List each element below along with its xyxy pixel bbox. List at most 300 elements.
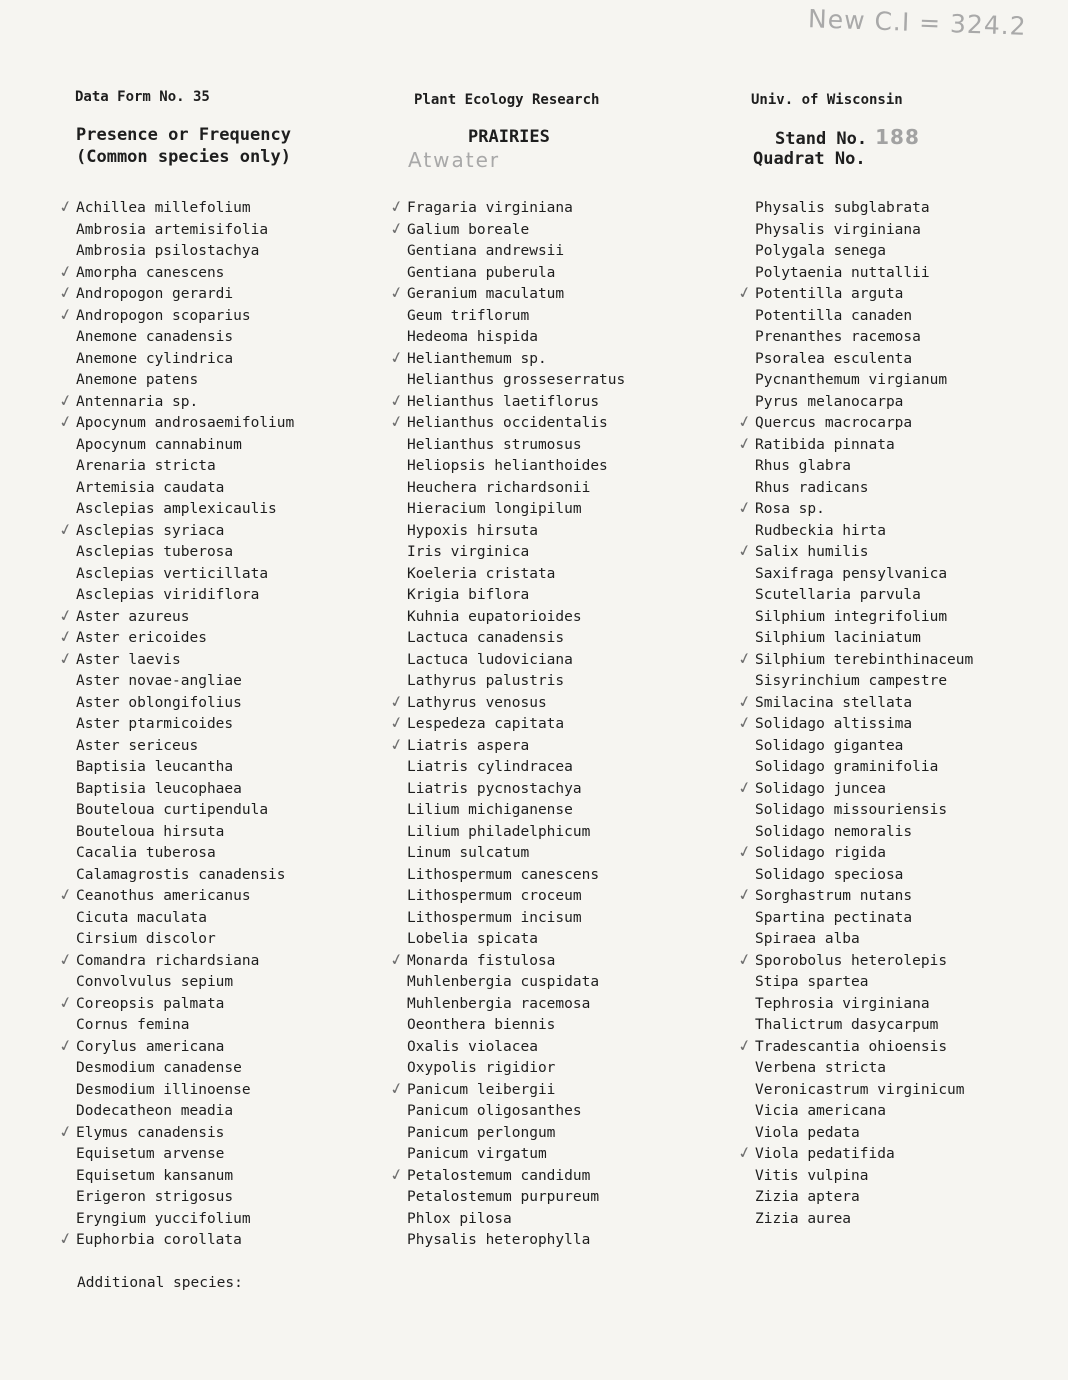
species-item bbox=[407, 263, 625, 285]
species-item bbox=[57, 303, 294, 328]
species-name: Muhlenbergia cuspidata bbox=[407, 974, 600, 990]
species-column-2 bbox=[388, 195, 626, 1252]
check-mark-icon: ✓ bbox=[57, 647, 75, 669]
species-item bbox=[407, 607, 625, 629]
species-name: Equisetum arvense bbox=[76, 1146, 225, 1162]
species-item bbox=[755, 456, 973, 478]
species-name: Physalis heterophylla bbox=[407, 1232, 591, 1248]
check-mark-icon: ✓ bbox=[57, 195, 75, 218]
species-name: Vicia americana bbox=[755, 1103, 886, 1119]
species-item bbox=[76, 499, 294, 521]
species-item bbox=[755, 1187, 973, 1209]
species-item bbox=[755, 198, 973, 220]
species-name: Oxalis violacea bbox=[407, 1038, 538, 1055]
species-name: Comandra richardsiana bbox=[76, 952, 260, 969]
species-item bbox=[76, 779, 294, 801]
check-mark-icon: ✓ bbox=[736, 647, 754, 669]
species-item bbox=[736, 776, 973, 801]
check-mark-icon: ✓ bbox=[736, 776, 754, 798]
species-name: Lathyrus palustris bbox=[407, 673, 565, 689]
check-mark-icon: ✓ bbox=[57, 604, 75, 626]
species-item bbox=[755, 822, 973, 844]
species-name: Convolvulus sepium bbox=[76, 974, 234, 990]
species-item bbox=[76, 241, 294, 263]
species-item bbox=[755, 327, 973, 349]
species-item bbox=[407, 306, 625, 328]
species-name: Oxypolis rigidior bbox=[407, 1060, 556, 1076]
species-name: Hieracium longipilum bbox=[407, 501, 582, 517]
species-name: Iris virginica bbox=[407, 544, 530, 560]
species-item bbox=[76, 1144, 294, 1166]
species-name: Bouteloua hirsuta bbox=[76, 823, 225, 840]
species-name: Asclepias verticillata bbox=[76, 565, 269, 582]
species-item bbox=[736, 496, 973, 521]
species-item bbox=[736, 410, 973, 435]
species-item bbox=[57, 604, 294, 629]
species-name: Solidago graminifolia bbox=[755, 759, 939, 775]
species-name: Solidago speciosa bbox=[755, 866, 904, 883]
species-item bbox=[76, 671, 294, 693]
check-mark-icon: ✓ bbox=[388, 690, 406, 712]
species-item bbox=[76, 1187, 294, 1209]
handwritten-stand-number: 188 bbox=[875, 125, 920, 149]
species-item bbox=[57, 883, 294, 908]
species-name: Saxifraga pensylvanica bbox=[755, 565, 948, 582]
species-item bbox=[755, 1209, 973, 1231]
species-item bbox=[57, 410, 295, 435]
species-item bbox=[755, 1101, 973, 1123]
species-item bbox=[407, 1123, 625, 1145]
species-item bbox=[76, 370, 294, 392]
check-mark-icon: ✓ bbox=[57, 1034, 75, 1056]
species-item bbox=[736, 1141, 973, 1166]
species-item bbox=[407, 1058, 625, 1080]
species-name: Lilium philadelphicum bbox=[407, 823, 591, 840]
species-item bbox=[407, 1015, 625, 1037]
species-column-3 bbox=[736, 198, 974, 1230]
species-name: Sorghastrum nutans bbox=[755, 888, 913, 904]
species-item bbox=[57, 948, 294, 973]
species-name: Heuchera richardsonii bbox=[407, 479, 591, 496]
additional-species-label: Additional species: bbox=[77, 1275, 243, 1291]
species-name: Aster sericeus bbox=[76, 737, 199, 754]
species-name: Bouteloua curtipendula bbox=[76, 802, 269, 818]
species-item bbox=[755, 263, 973, 285]
species-item bbox=[736, 539, 973, 564]
species-name: Lespedeza capitata bbox=[407, 716, 565, 732]
species-item bbox=[755, 392, 973, 414]
species-item bbox=[407, 542, 625, 564]
species-item bbox=[755, 757, 973, 779]
species-name: Solidago altissima bbox=[755, 716, 913, 732]
species-name: Zizia aurea bbox=[755, 1210, 852, 1227]
species-name: Potentilla canaden bbox=[755, 307, 913, 324]
species-item bbox=[407, 1209, 625, 1231]
species-name: Lilium michiganense bbox=[407, 802, 573, 818]
species-name: Aster oblongifolius bbox=[76, 694, 242, 711]
species-item bbox=[755, 736, 973, 758]
species-item bbox=[76, 1015, 294, 1037]
species-name: Asclepias amplexicaulis bbox=[76, 501, 277, 517]
species-name: Cirsium discolor bbox=[76, 931, 216, 947]
species-item bbox=[76, 585, 294, 607]
species-name: Amorpha canescens bbox=[76, 264, 225, 281]
species-item bbox=[407, 994, 625, 1016]
species-item bbox=[407, 650, 625, 672]
species-item bbox=[407, 822, 625, 844]
species-name: Helianthus occidentalis bbox=[407, 415, 608, 431]
species-name: Salix humilis bbox=[755, 544, 869, 560]
species-item bbox=[76, 908, 294, 930]
species-name: Ceanothus americanus bbox=[76, 888, 251, 904]
species-item bbox=[76, 1101, 294, 1123]
check-mark-icon: ✓ bbox=[388, 1163, 406, 1185]
species-name: Helianthus strumosus bbox=[407, 436, 582, 453]
species-item bbox=[755, 908, 973, 930]
species-name: Apocynum cannabinum bbox=[76, 436, 242, 453]
species-name: Solidago nemoralis bbox=[755, 823, 913, 840]
species-name: Quercus macrocarpa bbox=[755, 415, 913, 431]
species-item bbox=[755, 564, 973, 586]
species-item bbox=[388, 948, 625, 973]
species-name: Lobelia spicata bbox=[407, 931, 538, 947]
species-item bbox=[407, 800, 625, 822]
species-name: Cicuta maculata bbox=[76, 909, 207, 926]
species-item bbox=[755, 671, 973, 693]
species-item bbox=[755, 1058, 973, 1080]
species-name: Polytaenia nuttallii bbox=[755, 264, 930, 281]
species-name: Helianthus laetiflorus bbox=[407, 393, 600, 410]
species-name: Panicum virgatum bbox=[407, 1146, 547, 1162]
species-item bbox=[736, 647, 974, 672]
species-item bbox=[388, 217, 625, 242]
species-item bbox=[76, 714, 294, 736]
species-item bbox=[407, 628, 625, 650]
species-item bbox=[57, 1034, 294, 1059]
species-name: Ambrosia artemisifolia bbox=[76, 221, 269, 238]
check-mark-icon: ✓ bbox=[736, 1141, 754, 1164]
species-name: Spiraea alba bbox=[755, 931, 860, 947]
species-name: Physalis virginiana bbox=[755, 221, 921, 238]
species-item bbox=[76, 564, 294, 586]
species-name: Solidago juncea bbox=[755, 780, 886, 797]
species-item bbox=[388, 410, 625, 435]
species-item bbox=[407, 908, 625, 930]
check-mark-icon: ✓ bbox=[736, 883, 754, 906]
species-item bbox=[57, 1120, 294, 1145]
species-name: Asclepias viridiflora bbox=[76, 587, 260, 603]
species-item bbox=[407, 886, 625, 908]
species-name: Baptisia leucantha bbox=[76, 759, 234, 775]
species-name: Lactuca canadensis bbox=[407, 630, 565, 646]
species-item bbox=[755, 607, 973, 629]
species-name: Silphium integrifolium bbox=[755, 608, 948, 625]
check-mark-icon: ✓ bbox=[57, 303, 75, 325]
check-mark-icon: ✓ bbox=[736, 840, 754, 863]
species-name: Euphorbia corollata bbox=[76, 1232, 242, 1248]
check-mark-icon: ✓ bbox=[736, 690, 754, 712]
species-item bbox=[407, 585, 625, 607]
species-name: Cacalia tuberosa bbox=[76, 845, 216, 861]
species-name: Galium boreale bbox=[407, 221, 530, 238]
species-name: Cornus femina bbox=[76, 1017, 190, 1033]
check-mark-icon: ✓ bbox=[388, 389, 406, 411]
species-item bbox=[76, 456, 294, 478]
species-name: Pyrus melanocarpa bbox=[755, 393, 904, 410]
species-name: Krigia biflora bbox=[407, 587, 530, 603]
species-item bbox=[57, 281, 294, 306]
species-name: Lithospermum croceum bbox=[407, 888, 582, 904]
species-item bbox=[388, 281, 625, 306]
species-item bbox=[407, 1144, 625, 1166]
species-item bbox=[407, 972, 625, 994]
check-mark-icon: ✓ bbox=[736, 281, 754, 304]
species-item bbox=[755, 800, 973, 822]
species-name: Verbena stricta bbox=[755, 1060, 886, 1076]
species-item bbox=[407, 435, 625, 457]
species-item bbox=[76, 1166, 294, 1188]
check-mark-icon: ✓ bbox=[736, 410, 754, 433]
species-item bbox=[407, 843, 625, 865]
species-name: Panicum leibergii bbox=[407, 1081, 556, 1098]
species-name: Petalostemum candidum bbox=[407, 1167, 591, 1184]
species-item bbox=[57, 389, 294, 414]
species-name: Andropogon scoparius bbox=[76, 307, 251, 324]
species-name: Solidago missouriensis bbox=[755, 802, 948, 818]
species-name: Helianthus grosseserratus bbox=[407, 372, 626, 388]
species-item bbox=[755, 972, 973, 994]
species-name: Kuhnia eupatorioides bbox=[407, 608, 582, 625]
species-name: Phlox pilosa bbox=[407, 1210, 512, 1227]
species-item bbox=[736, 1034, 973, 1059]
species-item bbox=[755, 478, 973, 500]
species-name: Antennaria sp. bbox=[76, 393, 199, 410]
species-name: Eryngium yuccifolium bbox=[76, 1210, 251, 1227]
check-mark-icon: ✓ bbox=[736, 948, 754, 970]
species-name: Andropogon gerardi bbox=[76, 286, 234, 302]
species-name: Muhlenbergia racemosa bbox=[407, 995, 591, 1012]
species-name: Petalostemum purpureum bbox=[407, 1189, 600, 1205]
species-name: Erigeron strigosus bbox=[76, 1189, 234, 1205]
species-item bbox=[76, 865, 294, 887]
species-name: Liatris pycnostachya bbox=[407, 780, 582, 797]
species-name: Asclepias syriaca bbox=[76, 522, 225, 539]
species-item bbox=[755, 585, 973, 607]
species-name: Baptisia leucophaea bbox=[76, 780, 242, 797]
species-item bbox=[388, 1163, 625, 1188]
species-item bbox=[76, 929, 294, 951]
species-column-1 bbox=[57, 195, 295, 1252]
handwritten-ci-note: New C.I = 324.2 bbox=[807, 4, 1028, 41]
species-name: Solidago rigida bbox=[755, 845, 886, 861]
species-name: Elymus canadensis bbox=[76, 1124, 225, 1141]
species-item bbox=[755, 929, 973, 951]
species-item bbox=[76, 435, 294, 457]
species-name: Prenanthes racemosa bbox=[755, 329, 921, 345]
species-name: Panicum perlongum bbox=[407, 1124, 556, 1141]
species-name: Hypoxis hirsuta bbox=[407, 522, 538, 539]
heading-presence: Presence or Frequency bbox=[76, 125, 291, 145]
species-name: Smilacina stellata bbox=[755, 694, 913, 711]
species-name: Koeleria cristata bbox=[407, 565, 556, 582]
species-item bbox=[755, 994, 973, 1016]
species-name: Ambrosia psilostachya bbox=[76, 243, 260, 259]
species-name: Sporobolus heterolepis bbox=[755, 952, 948, 969]
species-name: Monarda fistulosa bbox=[407, 952, 556, 969]
species-item bbox=[76, 736, 294, 758]
species-name: Dodecatheon meadia bbox=[76, 1103, 234, 1119]
species-name: Tradescantia ohioensis bbox=[755, 1038, 948, 1055]
species-item bbox=[407, 456, 625, 478]
species-name: Rhus glabra bbox=[755, 458, 852, 474]
species-name: Aster azureus bbox=[76, 608, 190, 625]
check-mark-icon: ✓ bbox=[57, 281, 75, 304]
species-item bbox=[407, 779, 625, 801]
species-name: Physalis subglabrata bbox=[755, 200, 930, 216]
check-mark-icon: ✓ bbox=[57, 1227, 75, 1250]
species-item bbox=[755, 1015, 973, 1037]
species-name: Scutellaria parvula bbox=[755, 587, 921, 603]
species-name: Linum sulcatum bbox=[407, 845, 530, 861]
species-name: Silphium terebinthinaceum bbox=[755, 651, 974, 668]
species-item bbox=[76, 822, 294, 844]
species-item bbox=[755, 628, 973, 650]
species-name: Tephrosia virginiana bbox=[755, 995, 930, 1012]
species-item bbox=[57, 195, 294, 220]
species-item bbox=[736, 948, 973, 973]
species-name: Gentiana puberula bbox=[407, 264, 556, 281]
species-name: Geum triflorum bbox=[407, 307, 530, 324]
species-item bbox=[736, 432, 973, 457]
check-mark-icon: ✓ bbox=[388, 948, 406, 970]
quadrat-label: Quadrat No. bbox=[753, 149, 866, 169]
species-name: Lathyrus venosus bbox=[407, 694, 547, 711]
species-name: Achillea millefolium bbox=[76, 200, 251, 216]
species-item bbox=[755, 370, 973, 392]
species-item bbox=[76, 1058, 294, 1080]
species-name: Zizia aptera bbox=[755, 1189, 860, 1205]
species-item bbox=[76, 349, 294, 371]
species-item bbox=[407, 1230, 625, 1252]
species-name: Aster novae-angliae bbox=[76, 673, 242, 689]
species-name: Sisyrinchium campestre bbox=[755, 673, 948, 689]
species-name: Lithospermum incisum bbox=[407, 909, 582, 926]
species-name: Arenaria stricta bbox=[76, 458, 216, 474]
check-mark-icon: ✓ bbox=[57, 991, 75, 1013]
species-name: Liatris cylindracea bbox=[407, 759, 573, 775]
species-name: Solidago gigantea bbox=[755, 737, 904, 754]
species-name: Desmodium illinoense bbox=[76, 1081, 251, 1098]
species-name: Asclepias tuberosa bbox=[76, 544, 234, 560]
species-name: Psoralea esculenta bbox=[755, 350, 913, 367]
species-item bbox=[407, 478, 625, 500]
species-name: Potentilla arguta bbox=[755, 286, 904, 302]
species-item bbox=[407, 757, 625, 779]
species-item bbox=[76, 220, 294, 242]
check-mark-icon: ✓ bbox=[736, 711, 754, 734]
species-item bbox=[57, 647, 294, 672]
species-name: Fragaria virginiana bbox=[407, 200, 573, 216]
check-mark-icon: ✓ bbox=[57, 625, 75, 648]
species-item bbox=[388, 346, 625, 371]
check-mark-icon: ✓ bbox=[388, 711, 406, 734]
check-mark-icon: ✓ bbox=[736, 496, 754, 519]
species-item bbox=[76, 757, 294, 779]
species-name: Geranium maculatum bbox=[407, 286, 565, 302]
institute-title: Plant Ecology Research bbox=[414, 92, 600, 108]
check-mark-icon: ✓ bbox=[388, 410, 406, 433]
species-name: Aster laevis bbox=[76, 651, 181, 668]
species-item bbox=[755, 1123, 973, 1145]
species-item bbox=[407, 865, 625, 887]
species-item bbox=[755, 521, 973, 543]
species-item bbox=[407, 1101, 625, 1123]
species-item bbox=[76, 1209, 294, 1231]
check-mark-icon: ✓ bbox=[57, 410, 75, 433]
species-name: Anemone canadensis bbox=[76, 329, 234, 345]
species-name: Calamagrostis canadensis bbox=[76, 866, 286, 883]
species-item bbox=[736, 883, 973, 908]
species-name: Spartina pectinata bbox=[755, 909, 913, 926]
species-name: Rhus radicans bbox=[755, 479, 869, 496]
species-name: Liatris aspera bbox=[407, 737, 530, 754]
species-item bbox=[57, 260, 294, 285]
species-name: Rosa sp. bbox=[755, 501, 825, 517]
handwritten-location: Atwater bbox=[408, 148, 501, 172]
species-name: Ratibida pinnata bbox=[755, 436, 895, 453]
species-item bbox=[407, 1187, 625, 1209]
species-name: Hedeoma hispida bbox=[407, 329, 538, 345]
stand-label: Stand No. bbox=[775, 129, 868, 149]
species-name: Aster ptarmicoides bbox=[76, 716, 234, 732]
species-item bbox=[57, 518, 294, 543]
check-mark-icon: ✓ bbox=[736, 432, 754, 454]
species-name: Pycnanthemum virgianum bbox=[755, 372, 948, 388]
species-item bbox=[407, 327, 625, 349]
species-item bbox=[388, 733, 625, 758]
species-item bbox=[736, 840, 973, 865]
species-item bbox=[407, 370, 625, 392]
species-name: Thalictrum dasycarpum bbox=[755, 1017, 939, 1033]
species-item bbox=[388, 711, 625, 736]
check-mark-icon: ✓ bbox=[57, 518, 75, 540]
species-item bbox=[755, 220, 973, 242]
check-mark-icon: ✓ bbox=[388, 1077, 406, 1099]
species-name: Anemone cylindrica bbox=[76, 350, 234, 367]
species-name: Viola pedata bbox=[755, 1124, 860, 1141]
check-mark-icon: ✓ bbox=[57, 883, 75, 906]
species-item bbox=[388, 690, 625, 715]
species-name: Artemisia caudata bbox=[76, 479, 225, 496]
heading-common-species: (Common species only) bbox=[76, 147, 291, 167]
species-name: Heliopsis helianthoides bbox=[407, 458, 608, 474]
species-name: Aster ericoides bbox=[76, 630, 207, 646]
form-number: Data Form No. 35 bbox=[75, 89, 210, 105]
species-item bbox=[736, 711, 973, 736]
check-mark-icon: ✓ bbox=[388, 195, 406, 218]
species-item bbox=[755, 865, 973, 887]
species-item bbox=[755, 1166, 973, 1188]
species-item bbox=[407, 521, 625, 543]
species-name: Gentiana andrewsii bbox=[407, 243, 565, 259]
check-mark-icon: ✓ bbox=[57, 1120, 75, 1142]
species-name: Polygala senega bbox=[755, 243, 886, 259]
species-name: Viola pedatifida bbox=[755, 1146, 895, 1162]
species-item bbox=[388, 389, 625, 414]
species-name: Veronicastrum virginicum bbox=[755, 1081, 965, 1098]
check-mark-icon: ✓ bbox=[57, 260, 75, 282]
species-item bbox=[755, 349, 973, 371]
